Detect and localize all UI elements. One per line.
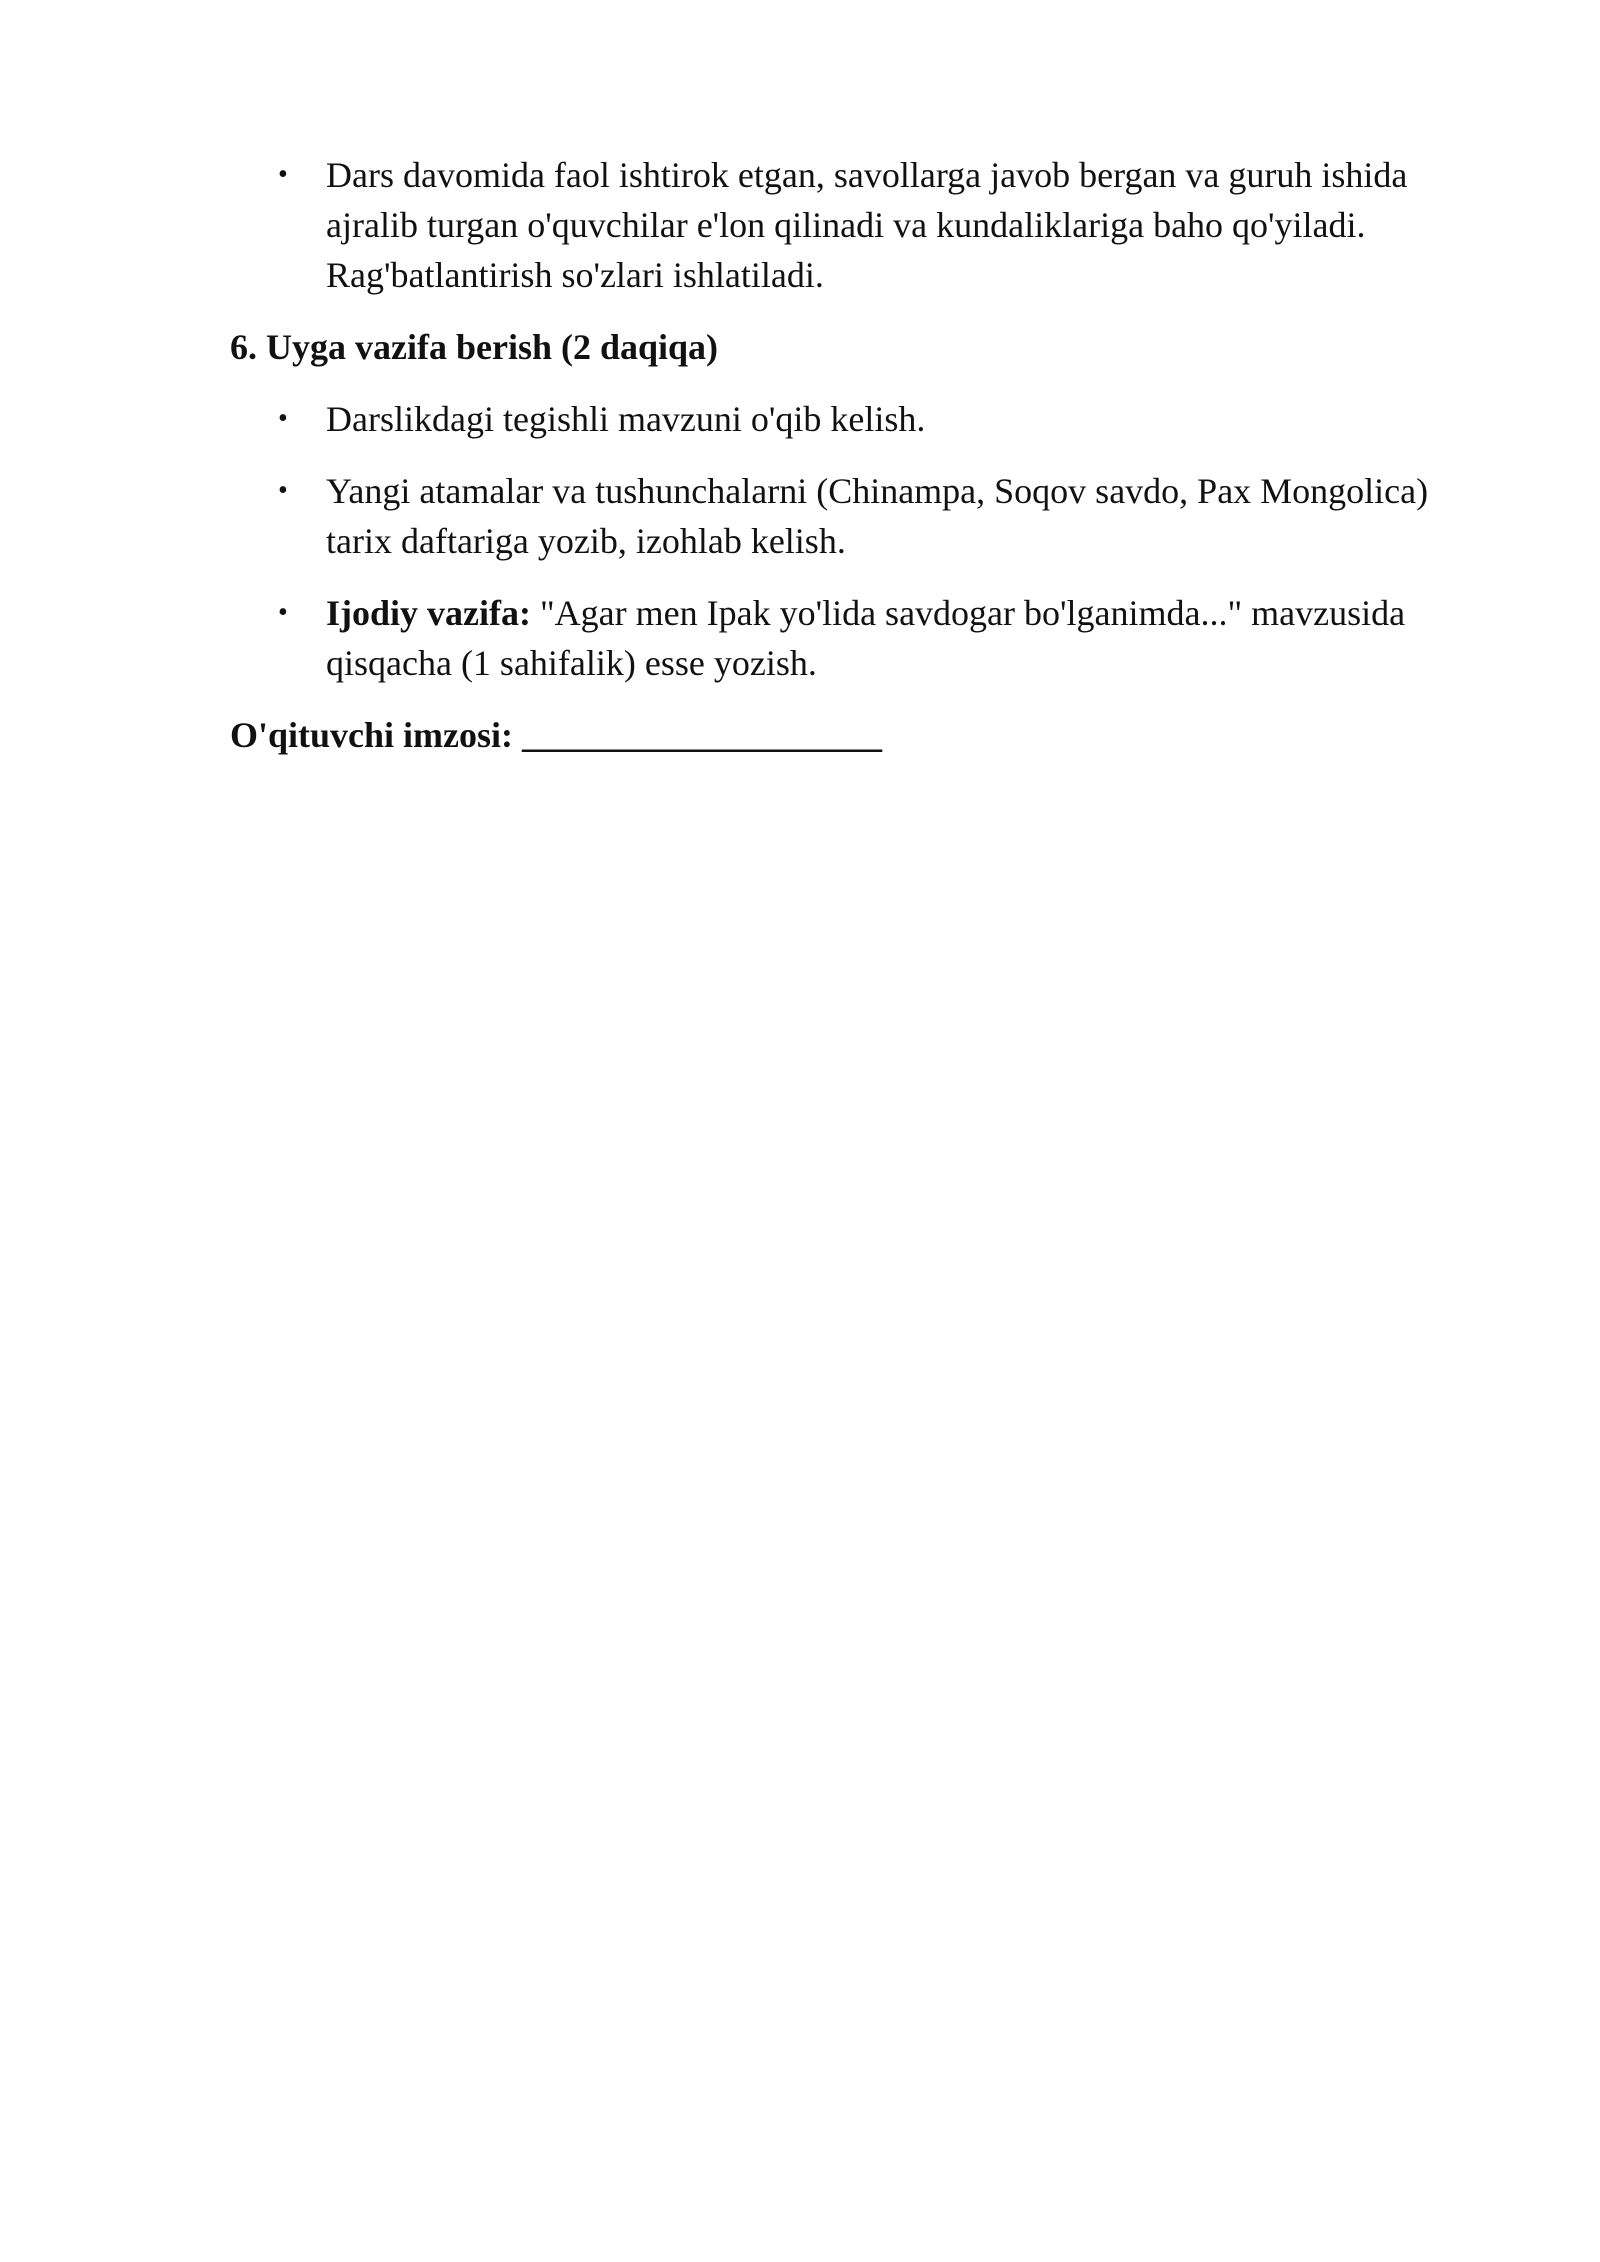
list-item-text: Dars davomida faol ishtirok etgan, savollarga javob bergan va guruh ishida ajralib turgan o'quvchilar e'lon qilinadi va kundaliklariga baho qo'yiladi. Rag'batlantirish so'zlari ishlatiladi. <box>326 155 1408 295</box>
creative-task-text: "Agar men Ipak yo'lida savdogar bo'lganimda..." mavzusida qisqacha (1 sahifalik) esse yozish. <box>326 593 1406 683</box>
list-item <box>230 466 1480 566</box>
list-item-text: Darslikdagi tegishli mavzuni o'qib kelish. <box>326 399 926 439</box>
list-item <box>230 150 1480 300</box>
bullet-icon: • <box>278 475 288 506</box>
list-item-text: Yangi atamalar va tushunchalarni (Chinampa, Soqov savdo, Pax Mongolica) tarix daftariga yozib, izohlab kelish. <box>326 471 1429 561</box>
section-heading-homework: 6. Uyga vazifa berish (2 daqiqa) <box>230 327 719 367</box>
list-item-creative-task <box>230 588 1480 688</box>
intro-bullet-list <box>230 150 1480 300</box>
bullet-icon: • <box>278 597 288 628</box>
signature-line: ____________________ <box>522 715 883 755</box>
bullet-icon: • <box>278 159 288 190</box>
signature-label: O'qituvchi imzosi: <box>230 715 523 755</box>
bullet-icon: • <box>278 403 288 434</box>
creative-task-label: Ijodiy vazifa: <box>326 593 531 633</box>
list-item <box>230 394 1480 444</box>
homework-bullet-list <box>230 394 1480 688</box>
teacher-signature <box>230 710 1480 760</box>
